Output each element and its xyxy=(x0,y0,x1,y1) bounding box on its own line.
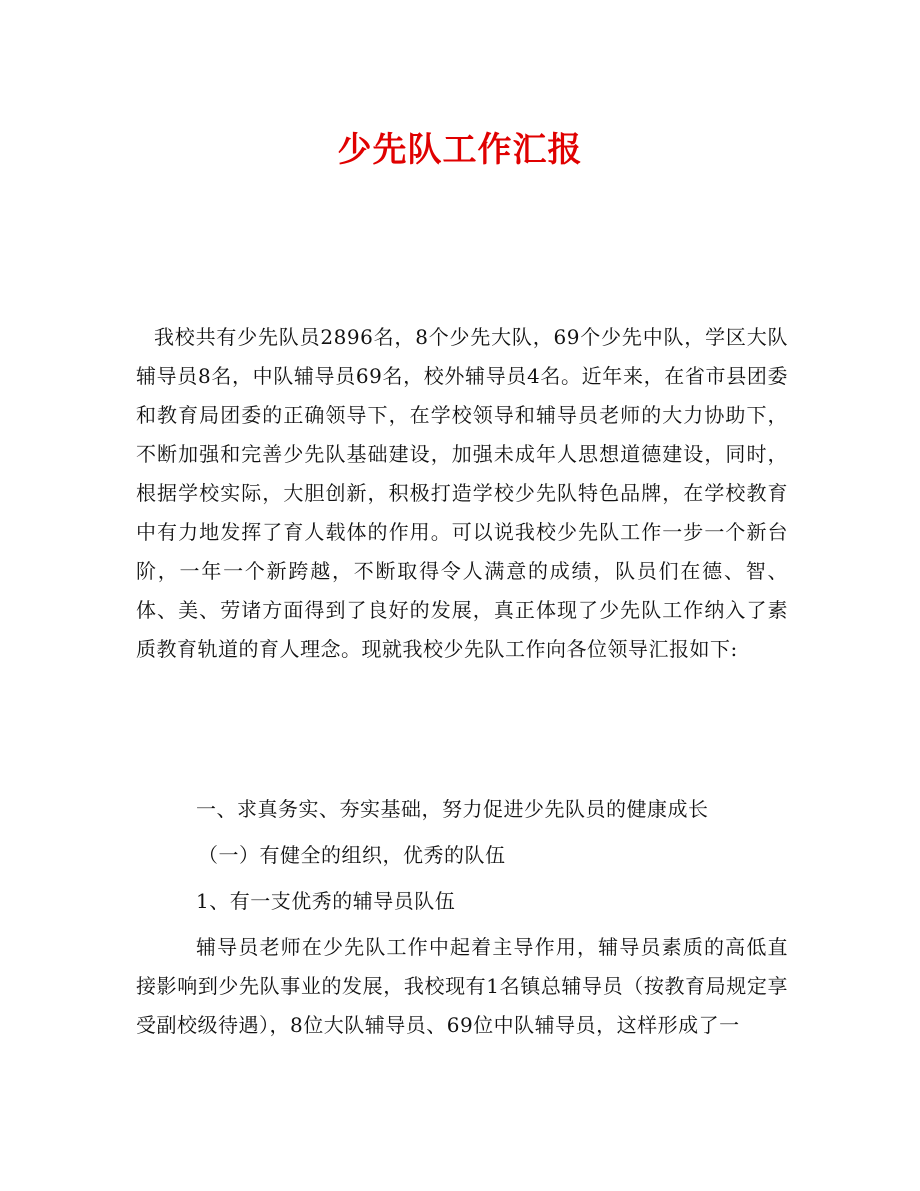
section-heading: 一、求真务实、夯实基础，努力促进少先队员的健康成长 xyxy=(196,797,709,821)
item-paragraph: 辅导员老师在少先队工作中起着主导作用，辅导员素质的高低直接影响到少先队事业的发展，我校现有1名镇总辅导员（按教育局规定享受副校级待遇），8位大队辅导员、69位中队辅导员，这样形成了一 xyxy=(136,935,788,1037)
subsection-heading: （一）有健全的组织，优秀的队伍 xyxy=(198,843,506,867)
intro-paragraph: 我校共有少先队员2896名，8个少先大队，69个少先中队，学区大队辅导员8名，中队辅导员69名，校外辅导员4名。近年来，在省市县团委和教育局团委的正确领导下，在学校领导和辅导员老师的大力协助下，不断加强和完善少先队基础建设，加强未成年人思想道德建设，同时，根据学校实际，大胆创新，积极打造学校少先队特色品牌，在学校教育中有力地发挥了育人载体的作用。可以说我校少先队工作一步一个新台阶，一年一个新跨越，不断取得令人满意的成绩，队员们在德、智、体、美、劳诸方面得到了良好的发展，真正体现了少先队工作纳入了素质教育轨道的育人理念。现就我校少先队工作向各位领导汇报如下: xyxy=(136,325,788,661)
item-heading: 1、有一支优秀的辅导员队伍 xyxy=(196,889,456,913)
intro-block xyxy=(136,318,788,669)
document-title: 少先队工作汇报 xyxy=(337,130,583,170)
